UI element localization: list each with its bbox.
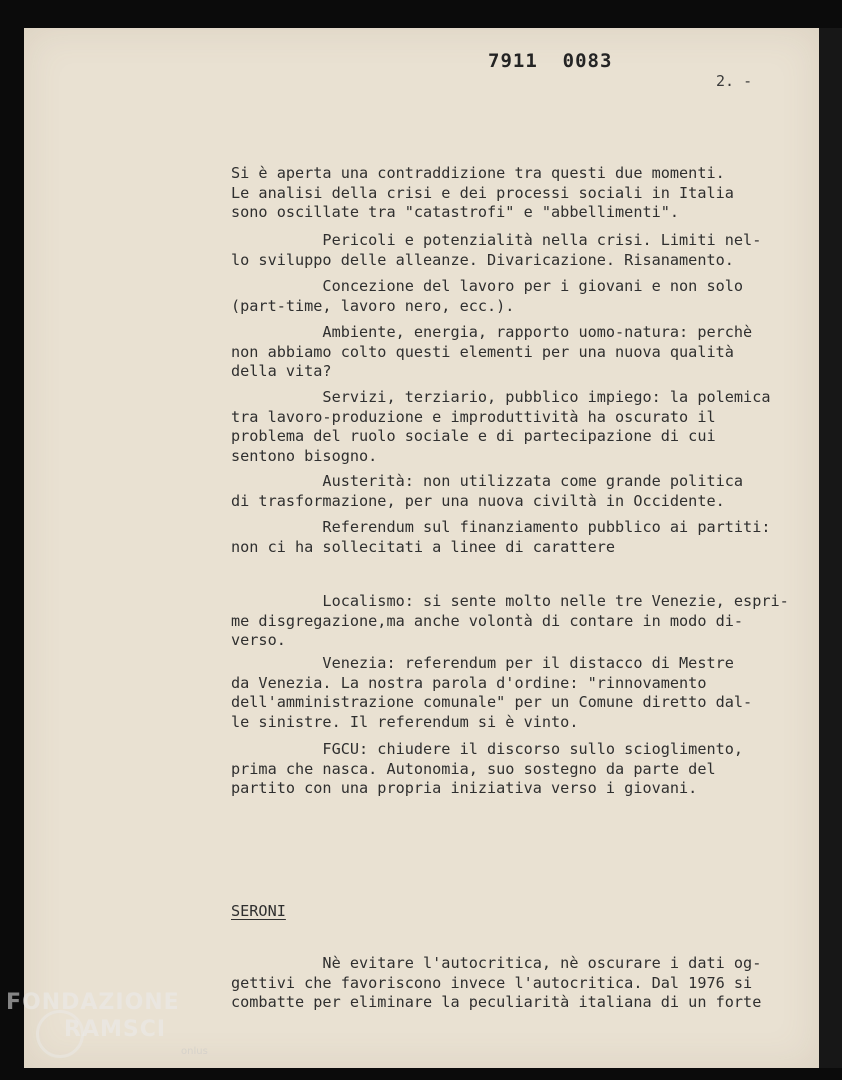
paragraph-5: Servizi, terziario, pubblico impiego: la polemica tra lavoro-produzione e improduttività ha oscurato il problema del ruolo sociale e di partecipazione di cui sentono bisogno. <box>231 388 771 465</box>
scan-edge <box>819 28 842 1068</box>
watermark-line2: RAMSCI <box>64 1017 167 1042</box>
paragraph-7: Referendum sul finanziamento pubblico ai partiti: non ci ha sollecitati a linee di carattere <box>231 518 771 556</box>
page-number: 2. - <box>716 72 753 90</box>
paragraph-9: Venezia: referendum per il distacco di Mestre da Venezia. La nostra parola d'ordine: "rinnovamento dell'amministrazione comunale" per un Comune diretto dal- le sinistre. Il referendum si è vinto. <box>231 654 753 731</box>
paragraph-4: Ambiente, energia, rapporto uomo-natura: perchè non abbiamo colto questi elementi per una nuova qualità della vita? <box>231 323 753 380</box>
paragraph-3: Concezione del lavoro per i giovani e non solo (part-time, lavoro nero, ecc.). <box>231 277 744 315</box>
watermark-suffix: onlus <box>181 1046 208 1057</box>
paragraph-2: Pericoli e potenzialità nella crisi. Limiti nel- lo sviluppo delle alleanze. Divaricazione. Risanamento. <box>231 231 762 269</box>
paragraph-6: Austerità: non utilizzata come grande politica di trasformazione, per una nuova civiltà in Occidente. <box>231 472 744 510</box>
paragraph-8: Localismo: si sente molto nelle tre Venezie, espri- me disgregazione,ma anche volontà di contare in modo di- verso. <box>231 592 789 649</box>
paragraph-1: Si è aperta una contraddizione tra questi due momenti. Le analisi della crisi e dei processi sociali in Italia sono oscillate tra "catastrofi" e "abbellimenti". <box>231 164 734 221</box>
watermark-logo <box>6 990 216 1070</box>
archive-number: 7911 0083 <box>488 50 613 72</box>
paragraph-10: FGCU: chiudere il discorso sullo scioglimento, prima che nasca. Autonomia, suo sostegno da parte del partito con una propria iniziativa verso i giovani. <box>231 740 744 797</box>
paragraph-final: Nè evitare l'autocritica, nè oscurare i dati og- gettivi che favoriscono invece l'autocritica. Dal 1976 si combatte per eliminare la peculiarità italiana di un forte <box>231 954 762 1011</box>
section-heading: SERONI <box>231 902 286 920</box>
watermark-line1: FONDAZIONE <box>6 990 180 1015</box>
